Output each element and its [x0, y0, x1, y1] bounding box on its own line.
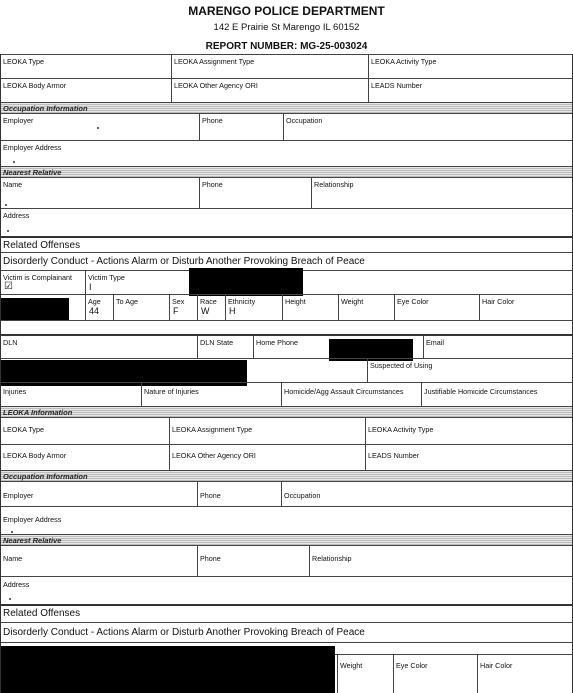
- related-offenses-row-2: [1, 604, 572, 622]
- age-label: Age: [88, 297, 101, 306]
- homicide-circ-cell: [281, 383, 421, 406]
- victim-type-value: I: [89, 282, 92, 292]
- relative-name-cell: [1, 178, 199, 208]
- race-cell: [197, 295, 225, 320]
- victim-complainant-label: Victim is Complainant: [3, 273, 72, 282]
- relative-phone-cell: [199, 178, 311, 208]
- employer-cell-2: [1, 482, 197, 506]
- weight-label-2: Weight: [340, 661, 363, 670]
- relative-row: [1, 178, 572, 208]
- leoka-activity-cell-2: [365, 418, 572, 444]
- weight-cell: [338, 295, 394, 320]
- leoka-activity-label-2: LEOKA Activity Type: [368, 425, 434, 434]
- eye-color-label-2: Eye Color: [396, 661, 428, 670]
- phone-cell: [199, 114, 283, 140]
- relative-row-2: [1, 546, 572, 576]
- leoka-row-3: [1, 418, 572, 444]
- leoka-assignment-cell: [171, 55, 368, 78]
- occupation-label: Occupation: [286, 116, 323, 125]
- leoka-type-cell: [1, 55, 171, 78]
- employer-address-row: [1, 140, 572, 166]
- eye-color-cell-2: [393, 655, 477, 693]
- related-offenses-label: Related Offenses: [3, 240, 81, 251]
- email-cell: [423, 336, 572, 358]
- race-value: W: [201, 306, 210, 316]
- leoka-type-label-2: LEOKA Type: [3, 425, 45, 434]
- leoka-armor-cell: [1, 79, 171, 102]
- employer-address-cell: [1, 141, 572, 166]
- leoka-armor-label: LEOKA Body Armor: [3, 81, 67, 90]
- employer-row: [1, 114, 572, 140]
- age-value: 44: [89, 306, 100, 316]
- report-form: [0, 54, 573, 693]
- leoka-info-label: LEOKA Information: [3, 408, 73, 417]
- leoka-assignment-label-2: LEOKA Assignment Type: [172, 425, 253, 434]
- height-cell: [282, 295, 338, 320]
- scan-speck: [9, 598, 11, 600]
- occupation-info-label: Occupation Information: [3, 104, 88, 113]
- age-cell: [85, 295, 113, 320]
- nearest-relative-band: [1, 166, 572, 178]
- nearest-relative-label-2: Nearest Relative: [3, 536, 62, 545]
- injuries-label: Injuries: [3, 387, 27, 396]
- nature-injuries-cell: [141, 383, 281, 406]
- relative-address-row-2: [1, 576, 572, 604]
- justifiable-circ-label: Justifiable Homicide Circumstances: [424, 387, 538, 396]
- redaction-block: [189, 268, 303, 296]
- weight-cell-2: [337, 655, 393, 693]
- relationship-cell: [311, 178, 572, 208]
- dln-row: [1, 334, 572, 358]
- relative-address-label: Address: [3, 211, 30, 220]
- occupation-label-2: Occupation: [284, 491, 321, 500]
- leoka-type-cell-2: [1, 418, 169, 444]
- employer-address-row-2: [1, 506, 572, 534]
- employer-address-cell-2: [1, 507, 572, 534]
- homicide-circ-label: Homicide/Agg Assault Circumstances: [284, 387, 404, 396]
- ethnicity-cell: [225, 295, 282, 320]
- relative-address-cell-2: [1, 577, 572, 604]
- dln-state-label: DLN State: [200, 338, 234, 347]
- occupation-info-band: [1, 102, 572, 114]
- victim-type-label: Victim Type: [88, 273, 125, 282]
- to-age-label: To Age: [116, 297, 138, 306]
- employer-row-2: [1, 482, 572, 506]
- leoka-assignment-label: LEOKA Assignment Type: [174, 57, 255, 66]
- nature-injuries-label: Nature of Injuries: [144, 387, 199, 396]
- relative-phone-cell-2: [197, 546, 309, 576]
- leads-number-cell-2: [365, 445, 572, 470]
- leoka-ori-cell-2: [169, 445, 365, 470]
- leoka-assignment-cell-2: [169, 418, 365, 444]
- hair-color-cell: [479, 295, 572, 320]
- eye-color-label: Eye Color: [397, 297, 429, 306]
- injuries-row: [1, 382, 572, 406]
- employer-label-2: Employer: [3, 491, 34, 500]
- nearest-relative-label: Nearest Relative: [3, 168, 62, 177]
- scan-speck: [13, 161, 15, 163]
- ethnicity-value: H: [229, 306, 236, 316]
- sex-value: F: [173, 306, 179, 316]
- justifiable-circ-cell: [421, 383, 572, 406]
- leoka-info-band: [1, 406, 572, 418]
- employer-cell: [1, 114, 199, 140]
- dln-state-cell: [197, 336, 253, 358]
- section-gap: [1, 320, 572, 334]
- redaction-block: [1, 298, 69, 320]
- to-age-cell: [113, 295, 169, 320]
- relative-name-label-2: Name: [3, 554, 23, 563]
- scan-speck: [97, 127, 99, 129]
- occupation-info-band-2: [1, 470, 572, 482]
- relationship-label-2: Relationship: [312, 554, 352, 563]
- relative-phone-label-2: Phone: [200, 554, 221, 563]
- relationship-label: Relationship: [314, 180, 354, 189]
- complainant-checkbox[interactable]: ☑: [4, 281, 13, 292]
- leads-number-cell: [368, 79, 572, 102]
- leoka-row-1: [1, 54, 572, 78]
- scan-speck: [5, 204, 7, 206]
- relationship-cell-2: [309, 546, 572, 576]
- leoka-type-label: LEOKA Type: [3, 57, 45, 66]
- redaction-block: [1, 646, 335, 693]
- leoka-row-2: [1, 78, 572, 102]
- offense-text: Disorderly Conduct - Actions Alarm or Disturb Another Provoking Breach of Peace: [3, 256, 365, 267]
- leoka-activity-cell: [368, 55, 572, 78]
- leads-number-label-2: LEADS Number: [368, 451, 420, 460]
- offense-text-2: Disorderly Conduct - Actions Alarm or Disturb Another Provoking Breach of Peace: [3, 627, 365, 638]
- sex-label: Sex: [172, 297, 185, 306]
- relative-phone-label: Phone: [202, 180, 223, 189]
- nearest-relative-band-2: [1, 534, 572, 546]
- email-label: Email: [426, 338, 444, 347]
- relative-address-row: [1, 208, 572, 236]
- suspected-cell: [367, 359, 572, 382]
- weight-label: Weight: [341, 297, 364, 306]
- department-title: MARENGO POLICE DEPARTMENT: [188, 4, 385, 18]
- ethnicity-label: Ethnicity: [228, 297, 256, 306]
- hair-color-cell-2: [477, 655, 572, 693]
- suspected-label: Suspected of Using: [370, 361, 433, 370]
- occupation-info-label-2: Occupation Information: [3, 472, 88, 481]
- relative-address-cell: [1, 209, 572, 236]
- offense-row-2: [1, 622, 572, 642]
- leads-number-label: LEADS Number: [371, 81, 423, 90]
- leoka-armor-cell-2: [1, 445, 169, 470]
- victim-type-cell: [85, 271, 572, 294]
- eye-color-cell: [394, 295, 479, 320]
- hair-color-label: Hair Color: [482, 297, 515, 306]
- related-offenses-row: [1, 236, 572, 252]
- hair-color-label-2: Hair Color: [480, 661, 513, 670]
- employer-address-label-2: Employer Address: [3, 515, 62, 524]
- dln-cell: [1, 336, 197, 358]
- related-offenses-label-2: Related Offenses: [3, 608, 81, 619]
- race-label: Race: [200, 297, 217, 306]
- phone-cell-2: [197, 482, 281, 506]
- employer-label: Employer: [3, 116, 34, 125]
- sex-cell: [169, 295, 197, 320]
- leoka-ori-cell: [171, 79, 368, 102]
- relative-name-cell-2: [1, 546, 197, 576]
- leoka-armor-label-2: LEOKA Body Armor: [3, 451, 67, 460]
- injuries-cell: [1, 383, 141, 406]
- occupation-cell: [283, 114, 572, 140]
- leoka-ori-label-2: LEOKA Other Agency ORI: [172, 451, 256, 460]
- leoka-activity-label: LEOKA Activity Type: [371, 57, 437, 66]
- height-label: Height: [285, 297, 306, 306]
- department-address: 142 E Prairie St Marengo IL 60152: [213, 22, 360, 33]
- relative-address-label-2: Address: [3, 580, 30, 589]
- scan-speck: [7, 230, 9, 232]
- demographics-row: [1, 294, 572, 320]
- phone-label: Phone: [202, 116, 223, 125]
- leoka-row-4: [1, 444, 572, 470]
- phone-label-2: Phone: [200, 491, 221, 500]
- occupation-cell-2: [281, 482, 572, 506]
- home-phone-label: Home Phone: [256, 338, 298, 347]
- employer-address-label: Employer Address: [3, 143, 62, 152]
- scan-speck: [11, 531, 13, 533]
- leoka-ori-label: LEOKA Other Agency ORI: [174, 81, 258, 90]
- victim-complainant-cell: [1, 271, 85, 294]
- dln-label: DLN: [3, 338, 18, 347]
- relative-name-label: Name: [3, 180, 23, 189]
- report-number: REPORT NUMBER: MG-25-003024: [205, 41, 368, 52]
